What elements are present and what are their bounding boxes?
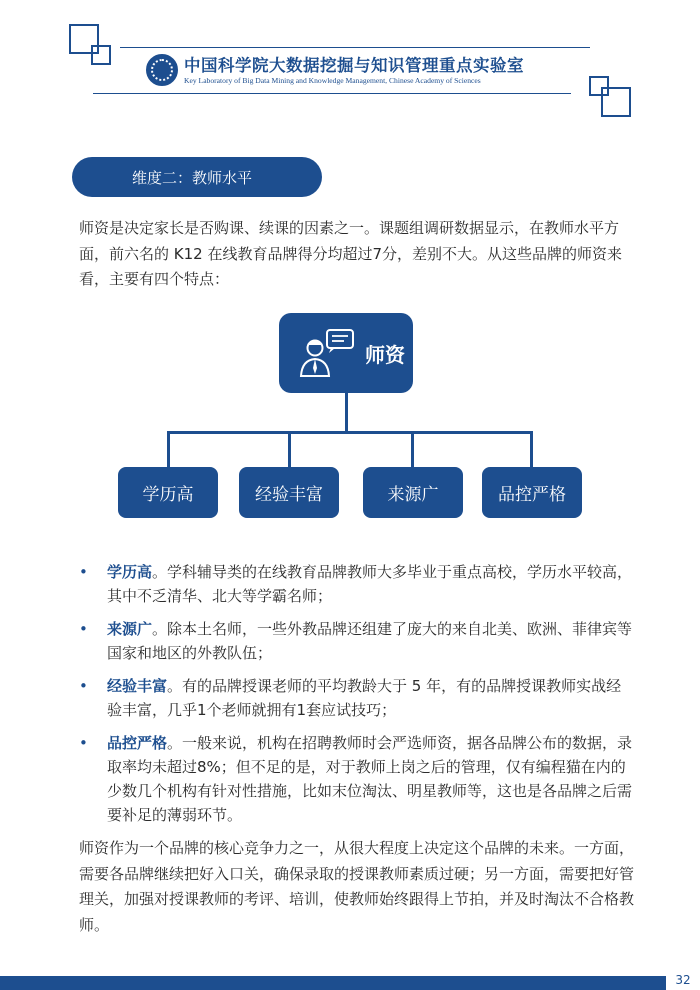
diagram-root-label: 师资 (365, 342, 405, 367)
feature-bullet-list (79, 560, 635, 836)
bullet-dot-icon: • (79, 677, 88, 695)
diagram-leaf-node: 经验丰富 (239, 467, 339, 518)
header-deco-square-2 (91, 45, 111, 65)
list-item (79, 617, 635, 665)
bullet-key: 经验丰富 (107, 677, 168, 695)
diagram-root-node (279, 313, 413, 393)
bullet-key: 来源广 (107, 620, 153, 638)
diagram-root-stem (345, 393, 348, 433)
section-heading-text: 维度二：教师水平 (132, 168, 253, 187)
bullet-dot-icon: • (79, 734, 88, 752)
bullet-text: 。一般来说，机构在招聘教师时会严选师资，据各品牌公布的数据，录取率均未超过8%；但不足的是，对于教师上岗之后的管理，仅有编程猫在内的少数几个机构有针对性措施，比如末位淘汰、明星教师等，这也是各品牌之后需要补足的薄弱环节。 (107, 734, 633, 824)
bullet-dot-icon: • (79, 620, 88, 638)
diagram-branch-1 (167, 431, 170, 467)
bullet-key: 品控严格 (107, 734, 168, 752)
bullet-text: 。有的品牌授课老师的平均教龄大于 5 年，有的品牌授课教师实战经验丰富，几乎1个老师就拥有1套应试技巧； (107, 677, 622, 719)
section-heading (72, 157, 322, 197)
bullet-key: 学历高 (107, 563, 153, 581)
diagram-horizontal-bar (167, 431, 533, 434)
conclusion-paragraph: 师资作为一个品牌的核心竞争力之一，从很大程度上决定这个品牌的未来。一方面，需要各品牌继续把好入口关，确保录取的授课教师素质过硬；另一方面，需要把好管理关，加强对授课教师的考评、培训，使教师始终跟得上节拍，并及时淘汰不合格教师。 (79, 839, 635, 934)
diagram-branch-3 (411, 431, 414, 467)
footer-bar (0, 976, 700, 990)
header-top-rule (120, 47, 590, 48)
bullet-dot-icon: • (79, 563, 88, 581)
header-deco-square-4 (601, 87, 631, 117)
teacher-presenting-icon (299, 328, 355, 378)
diagram-branch-2 (288, 431, 291, 467)
header-bottom-rule (93, 93, 571, 94)
page-number: 32 (666, 970, 700, 990)
lab-subtitle: Key Laboratory of Big Data Mining and Knowledge Management, Chinese Academy of Sciences (184, 76, 481, 85)
diagram-leaf-node: 来源广 (363, 467, 463, 518)
lab-title: 中国科学院大数据挖掘与知识管理重点实验室 (184, 56, 524, 75)
list-item (79, 560, 635, 608)
bullet-text: 。学科辅导类的在线教育品牌教师大多毕业于重点高校，学历水平较高，其中不乏清华、北大等学霸名师； (107, 563, 633, 605)
diagram-leaf-node: 学历高 (118, 467, 218, 518)
intro-paragraph: 师资是决定家长是否购课、续课的因素之一。课题组调研数据显示，在教师水平方面，前六名的 K12 在线教育品牌得分均超过7分，差别不大。从这些品牌的师资来看，主要有四个特点： (79, 219, 623, 288)
list-item (79, 674, 635, 722)
list-item (79, 731, 635, 827)
cas-emblem-icon (146, 54, 178, 86)
diagram-branch-4 (530, 431, 533, 467)
bullet-text: 。除本土名师，一些外教品牌还组建了庞大的来自北美、欧洲、菲律宾等国家和地区的外教队伍； (107, 620, 633, 662)
diagram-leaf-node: 品控严格 (482, 467, 582, 518)
